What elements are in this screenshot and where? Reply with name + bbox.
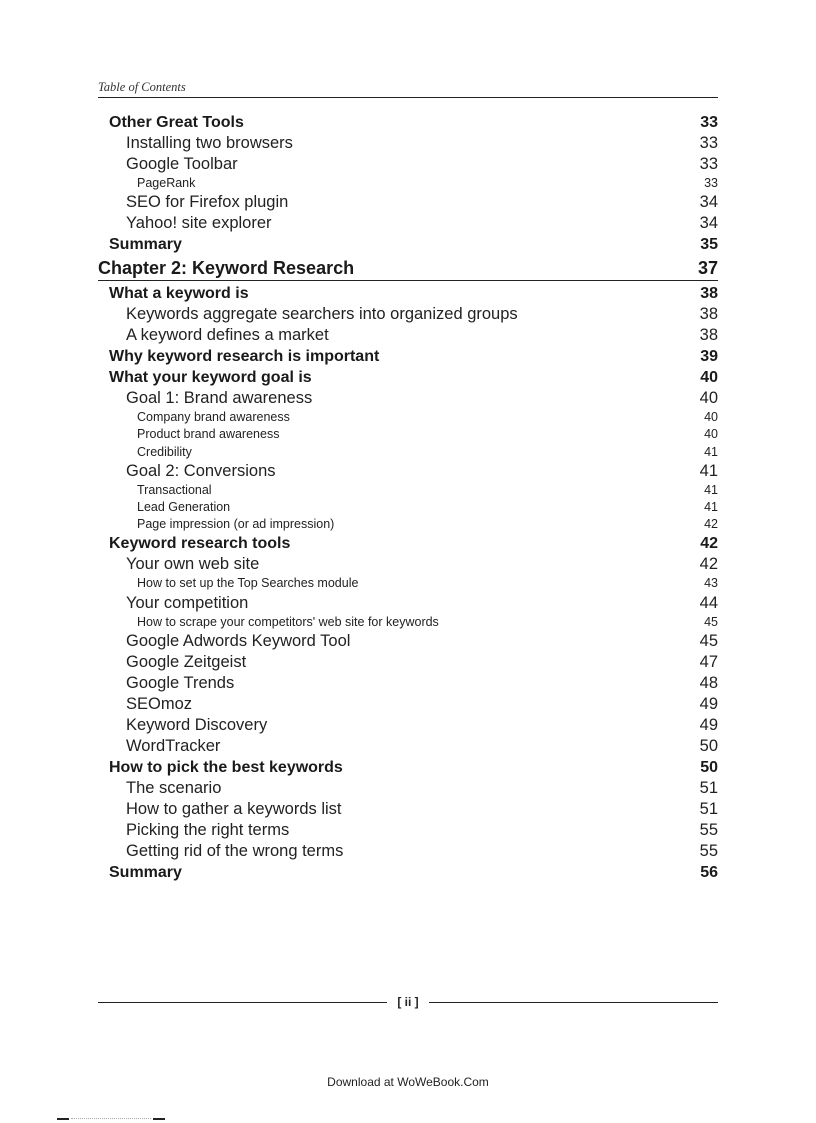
toc-entry-page: 56	[700, 863, 718, 881]
toc-entry-page: 41	[704, 482, 718, 497]
toc-entry-page: 41	[704, 499, 718, 514]
toc-entry-page: 42	[704, 517, 718, 532]
toc-entry-sub[interactable]	[98, 652, 718, 673]
toc-entry-title: Other Great Tools	[109, 114, 244, 131]
toc-entry-page: 45	[704, 614, 718, 629]
toc-entry-sub[interactable]	[98, 841, 718, 862]
toc-entry-section[interactable]	[98, 757, 718, 778]
toc-entry-page: 49	[699, 694, 718, 713]
toc-entry-page: 47	[699, 652, 718, 671]
toc-entry-title: Why keyword research is important	[109, 348, 380, 366]
toc-entry-page: 42	[700, 535, 718, 553]
toc-entry-section[interactable]	[98, 112, 718, 133]
toc-entry-page: 38	[699, 305, 718, 324]
toc-entry-page: 33	[699, 134, 718, 152]
toc-entry-sub[interactable]	[98, 388, 718, 409]
toc-entry-title: Goal 1: Brand awareness	[126, 389, 313, 408]
toc-entry-title: Getting rid of the wrong terms	[126, 841, 344, 860]
toc-entry-page: 43	[704, 576, 718, 591]
toc-entry-page: 55	[699, 841, 718, 860]
toc-entry-page: 33	[704, 176, 718, 190]
toc-entry-title: Chapter 2: Keyword Research	[98, 258, 355, 279]
toc-entry-sub[interactable]	[98, 820, 718, 841]
toc-entry-title: A keyword defines a market	[126, 326, 329, 345]
toc-entry-sub[interactable]	[98, 715, 718, 736]
toc-entry-subsub[interactable]	[98, 409, 718, 426]
toc-entry-sub[interactable]	[98, 133, 718, 154]
toc-entry-title: How to gather a keywords list	[126, 799, 342, 818]
toc-entry-page: 37	[697, 258, 718, 279]
toc-entry-page: 34	[699, 193, 718, 212]
toc-entry-page: 45	[699, 631, 718, 650]
toc-entry-section[interactable]	[98, 234, 718, 255]
toc-entry-sub[interactable]	[98, 304, 718, 325]
toc-entry-page: 33	[700, 114, 718, 131]
toc-entry-sub[interactable]	[98, 461, 718, 482]
toc-entry-title: Keyword Discovery	[126, 715, 268, 734]
toc-entry-section[interactable]	[98, 533, 718, 554]
toc-entry-page: 35	[700, 236, 718, 254]
toc-entry-page: 34	[699, 214, 718, 233]
corner-mark-dots	[71, 1118, 151, 1119]
toc-entry-sub[interactable]	[98, 799, 718, 820]
toc-entry-title: Transactional	[137, 482, 212, 497]
toc-entry-page: 51	[699, 799, 718, 818]
toc-entry-title: The scenario	[126, 778, 222, 797]
toc-entry-title: Google Trends	[126, 673, 235, 692]
toc-entry-page: 48	[699, 673, 718, 692]
toc-entry-title: What a keyword is	[109, 285, 249, 303]
toc-entry-title: Google Toolbar	[126, 155, 238, 173]
toc-entry-subsub[interactable]	[98, 444, 718, 461]
toc-entry-title: How to scrape your competitors' web site for keywords	[137, 614, 439, 629]
toc-entry-title: Lead Generation	[137, 499, 231, 514]
corner-mark-left-segment	[57, 1118, 69, 1120]
toc-entry-page: 40	[704, 410, 718, 425]
toc-entry-page: 50	[699, 736, 718, 755]
toc-entry-page: 40	[699, 389, 718, 408]
toc-entry-title: Goal 2: Conversions	[126, 461, 276, 480]
toc-entry-sub[interactable]	[98, 213, 718, 234]
toc-entry-page: 38	[699, 326, 718, 345]
toc-entry-sub[interactable]	[98, 694, 718, 715]
toc-entry-title: Keywords aggregate searchers into organized groups	[126, 305, 518, 324]
toc-entry-subsub[interactable]	[98, 499, 718, 516]
toc-entry-title: Picking the right terms	[126, 820, 290, 839]
toc-entry-page: 44	[699, 593, 718, 612]
toc-entry-page: 55	[699, 820, 718, 839]
toc-entry-title: Your own web site	[126, 555, 260, 574]
running-header-title: Table of Contents	[98, 80, 186, 94]
corner-mark-right-segment	[153, 1118, 165, 1120]
toc-entry-title: Installing two browsers	[126, 134, 293, 152]
toc-entry-title: WordTracker	[126, 736, 221, 755]
toc-entry-sub[interactable]	[98, 778, 718, 799]
download-note: Download at WoWeBook.Com	[327, 1075, 489, 1089]
toc-entry-section[interactable]	[98, 367, 718, 388]
table-of-contents	[98, 112, 718, 883]
toc-entry-title: Google Adwords Keyword Tool	[126, 631, 351, 650]
toc-entry-subsub[interactable]	[98, 516, 718, 533]
toc-entry-sub[interactable]	[98, 673, 718, 694]
toc-entry-page: 41	[704, 444, 718, 459]
toc-entry-chapter[interactable]	[98, 255, 718, 281]
toc-entry-title: SEOmoz	[126, 694, 193, 713]
toc-entry-sub[interactable]	[98, 554, 718, 575]
toc-entry-title: Yahoo! site explorer	[126, 214, 272, 233]
toc-entry-page: 38	[700, 285, 718, 303]
toc-entry-sub[interactable]	[98, 593, 718, 614]
toc-entry-title: Company brand awareness	[137, 410, 290, 425]
toc-entry-page: 41	[699, 461, 718, 480]
toc-entry-sub[interactable]	[98, 154, 718, 175]
toc-entry-section[interactable]	[98, 283, 718, 304]
toc-entry-title: Product brand awareness	[137, 427, 280, 442]
toc-entry-subsub[interactable]	[98, 426, 718, 443]
toc-entry-subsub[interactable]	[98, 175, 718, 192]
toc-entry-title: Summary	[109, 863, 182, 881]
toc-entry-title: Page impression (or ad impression)	[137, 517, 335, 532]
toc-entry-subsub[interactable]	[98, 575, 718, 592]
header-rule	[98, 97, 718, 98]
toc-entry-title: Google Zeitgeist	[126, 652, 247, 671]
toc-entry-title: Your competition	[126, 593, 249, 612]
toc-entry-title: How to set up the Top Searches module	[137, 576, 359, 591]
toc-entry-title: What your keyword goal is	[109, 369, 312, 387]
toc-entry-sub[interactable]	[98, 192, 718, 213]
toc-entry-page: 51	[699, 778, 718, 797]
toc-entry-title: How to pick the best keywords	[109, 758, 343, 776]
toc-entry-sub[interactable]	[98, 631, 718, 652]
toc-entry-sub[interactable]	[98, 736, 718, 757]
page-footer	[98, 993, 718, 1011]
toc-entry-page: 50	[700, 758, 718, 776]
toc-entry-sub[interactable]	[98, 325, 718, 346]
toc-entry-page: 40	[704, 427, 718, 442]
toc-entry-subsub[interactable]	[98, 614, 718, 631]
page-number: [ ii ]	[397, 995, 419, 1009]
toc-entry-page: 49	[699, 715, 718, 734]
toc-entry-title: Keyword research tools	[109, 535, 291, 553]
toc-entry-title: SEO for Firefox plugin	[126, 193, 289, 212]
footer-rule-right	[429, 1002, 718, 1003]
toc-entry-page: 42	[699, 555, 718, 574]
toc-entry-page: 33	[699, 155, 718, 173]
toc-entry-page: 39	[700, 348, 718, 366]
toc-entry-title: PageRank	[137, 176, 196, 190]
toc-entry-section[interactable]	[98, 346, 718, 367]
toc-entry-title: Summary	[109, 236, 182, 254]
toc-entry-section[interactable]	[98, 862, 718, 883]
corner-mark	[57, 1117, 165, 1120]
toc-entry-subsub[interactable]	[98, 482, 718, 499]
footer-rule-left	[98, 1002, 387, 1003]
toc-entry-page: 40	[700, 369, 718, 387]
toc-entry-title: Credibility	[137, 444, 192, 459]
